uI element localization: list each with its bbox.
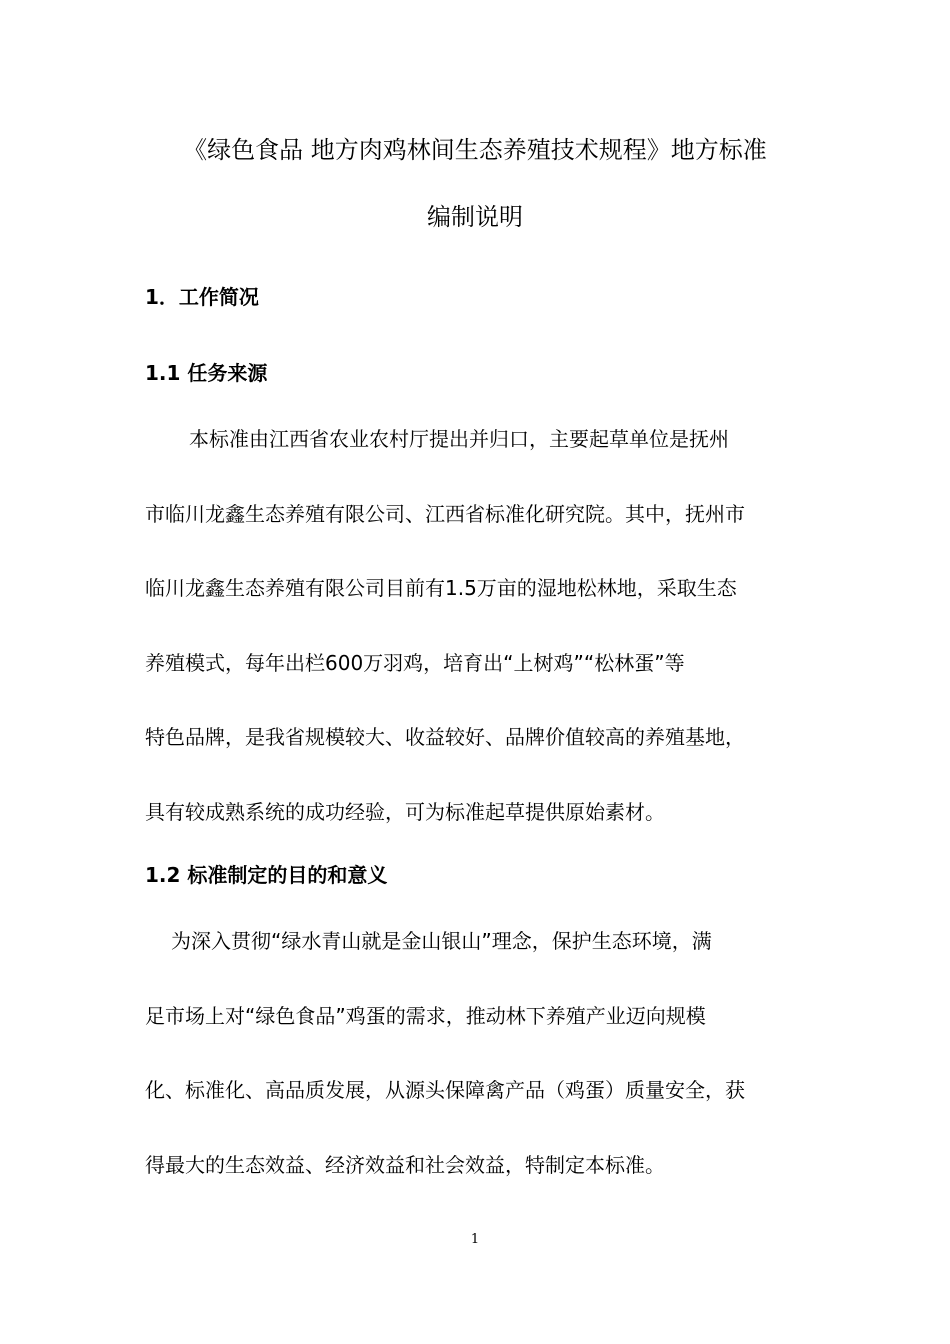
document-title-line-2: 编制说明 [427,203,523,231]
paragraph-line: 得最大的生态效益、经济效益和社会效益，特制定本标准。 [145,1152,665,1177]
section-1-1-paragraph [145,402,810,849]
paragraph-line: 化、标准化、高品质发展，从源头保障禽产品（鸡蛋）质量安全，获 [145,1078,745,1102]
paragraph-line: 足市场上对“绿色食品”鸡蛋的需求，推动林下养殖产业迈向规模 [145,1003,706,1028]
paragraph-line: 养殖模式，每年出栏600万羽鸡，培育出“上树鸡”“松林蛋”等 [145,650,685,675]
section-1-1-heading: 1.1 任务来源 [145,361,268,385]
section-1-2-heading: 1.2 标准制定的目的和意义 [145,863,388,887]
paragraph-line: 具有较成熟系统的成功经验，可为标准起草提供原始素材。 [145,799,665,824]
paragraph-line: 市临川龙鑫生态养殖有限公司、江西省标准化研究院。其中，抚州市 [145,501,745,526]
section-1-heading: 1．工作简况 [145,285,259,309]
document-title-line-1: 《绿色食品 地方肉鸡林间生态养殖技术规程》地方标准 [183,136,767,164]
paragraph-line: 为深入贯彻“绿水青山就是金山银山”理念，保护生态环境，满 [171,929,712,953]
paragraph-line: 临川龙鑫生态养殖有限公司目前有1.5万亩的湿地松林地，采取生态 [145,576,737,600]
section-1-2-paragraph [145,904,810,1202]
paragraph-line: 特色品牌，是我省规模较大、收益较好、品牌价值较高的养殖基地， [145,725,745,749]
page-number: 1 [470,1232,480,1247]
paragraph-line: 本标准由江西省农业农村厅提出并归口，主要起草单位是抚州 [169,427,729,451]
